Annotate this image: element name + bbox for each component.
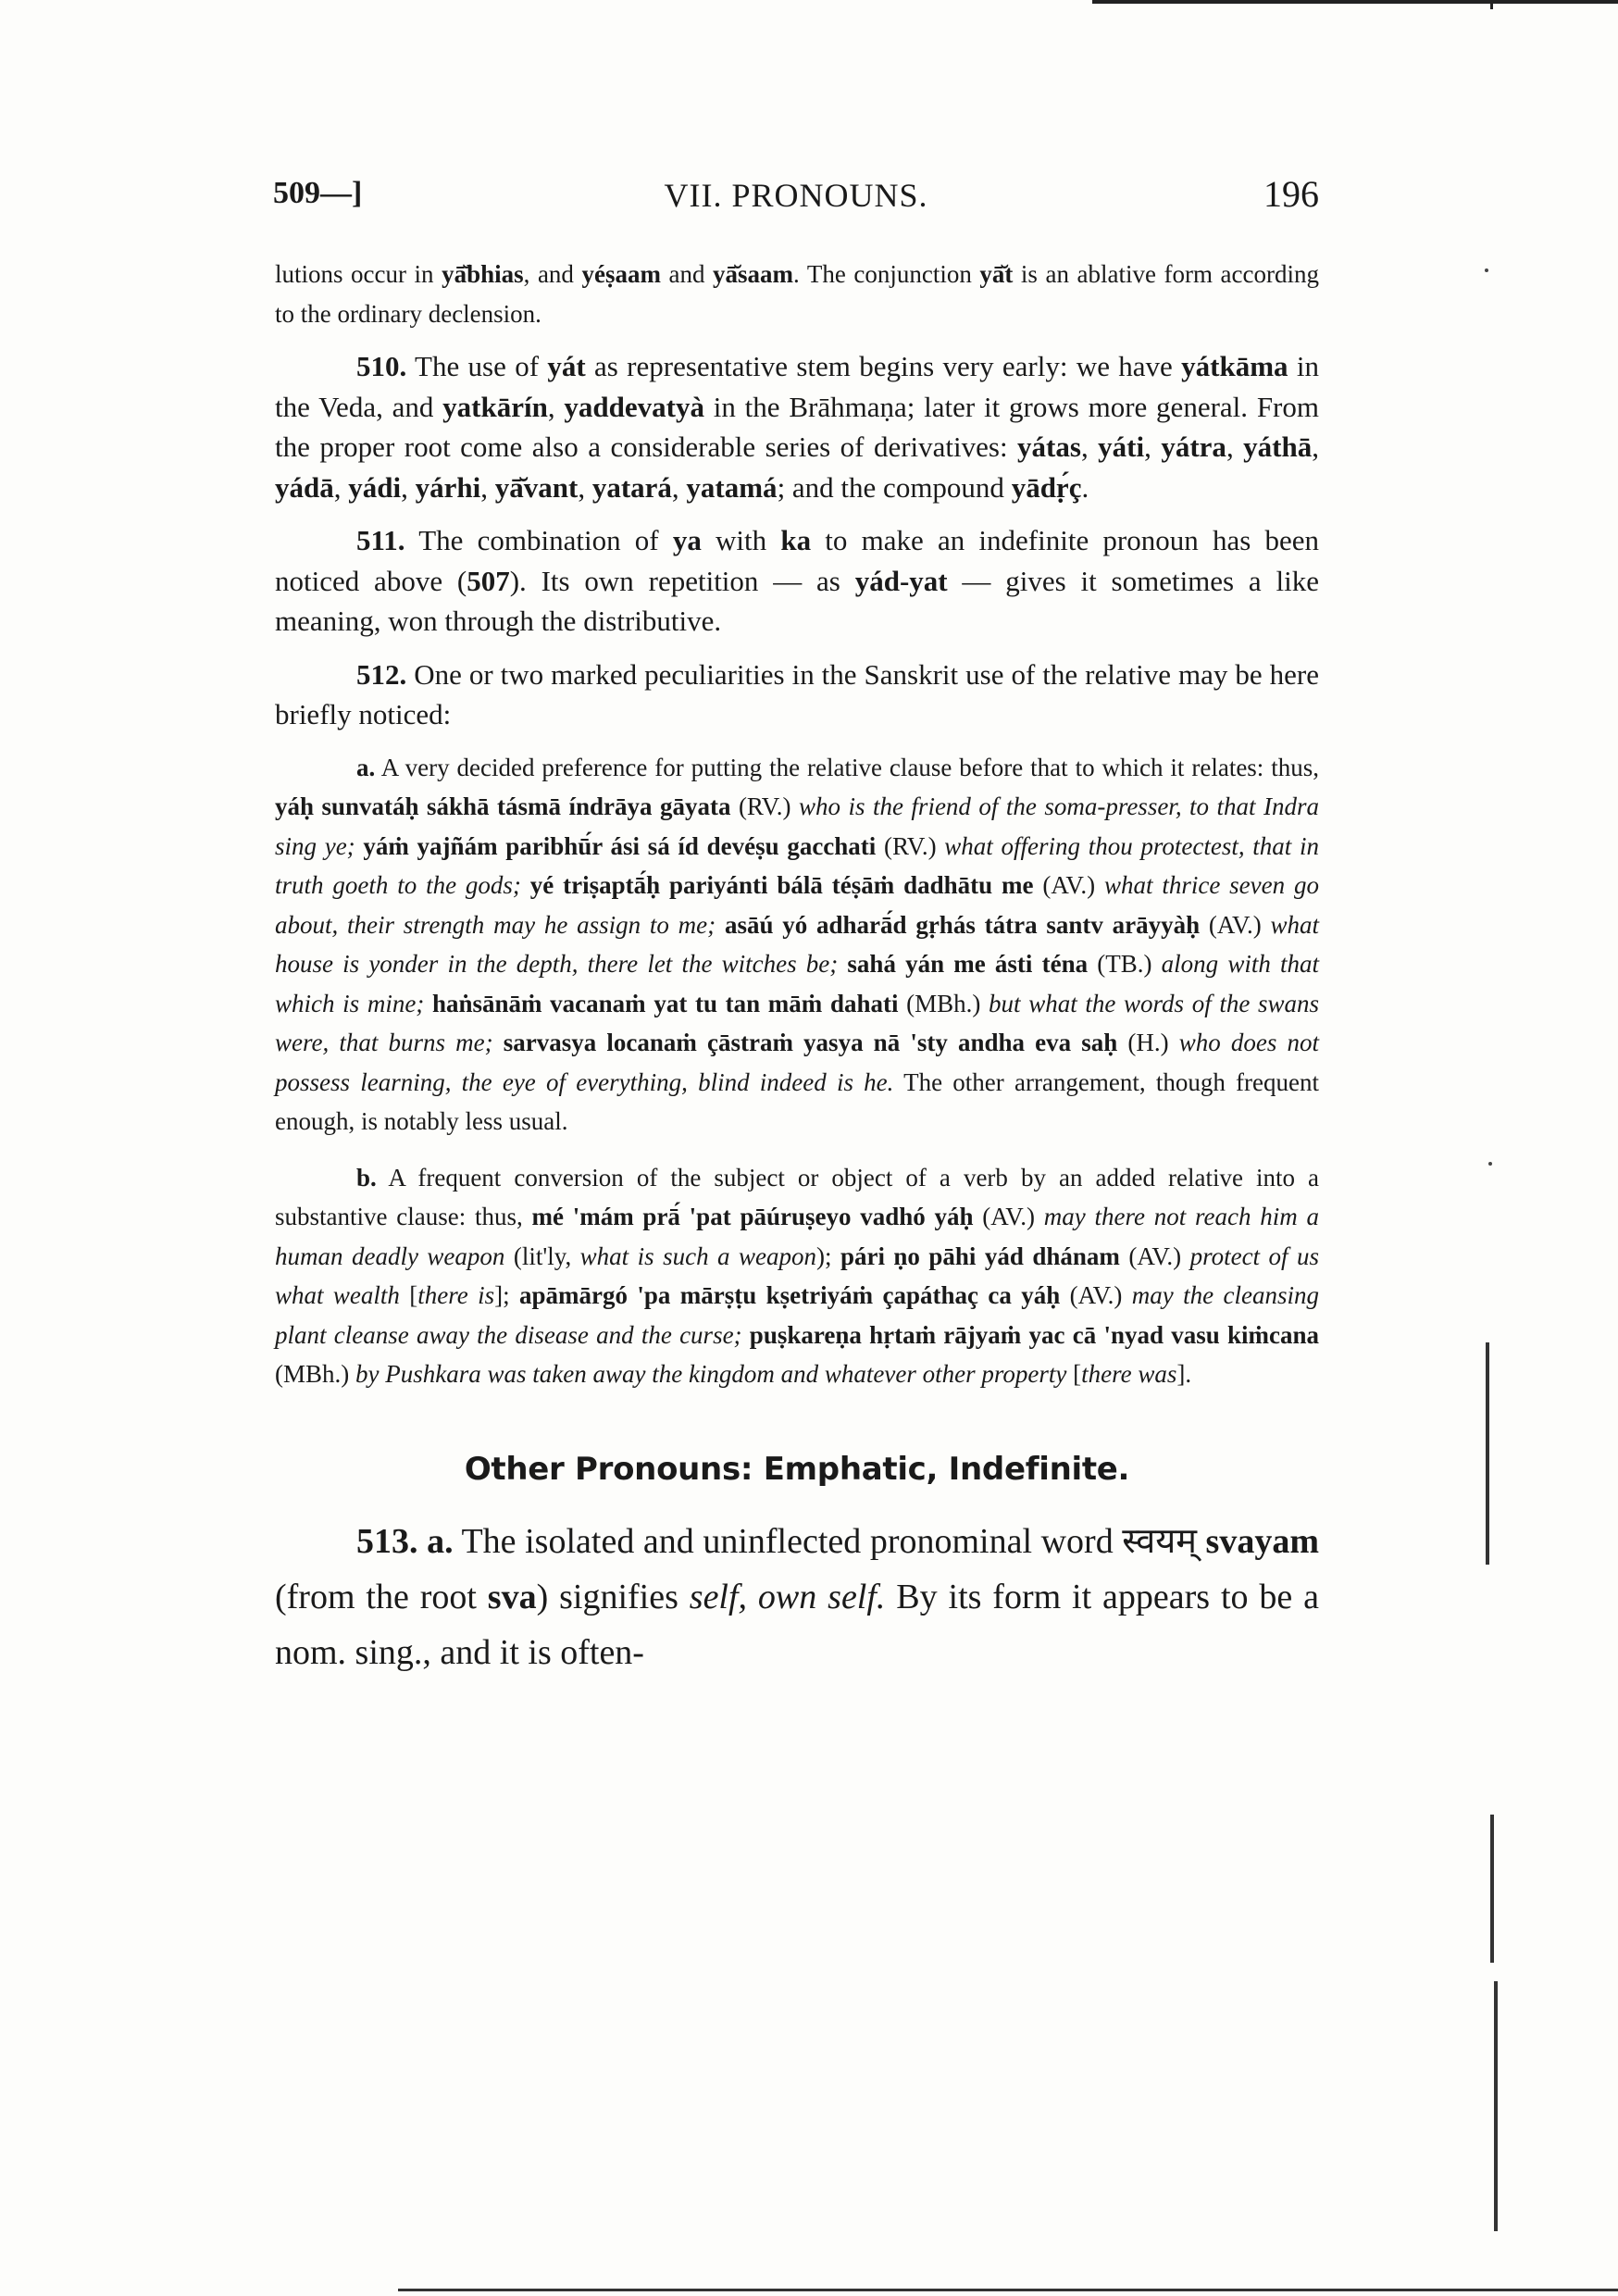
scan-speck	[1488, 1162, 1492, 1166]
scan-edge-mark	[1494, 1981, 1498, 2231]
sub-label: b.	[356, 1163, 377, 1192]
paragraph-512: 512. One or two marked peculiarities in the Sanskrit use of the relative may be here briefly noticed:	[275, 657, 1319, 730]
paragraph-513: 513. a. The isolated and uninflected pronominal word स्वयम् svayam (from the root sva) signifies self, own self. By its form it appears to be a nom. sing., and it is often-	[275, 1522, 1320, 1672]
paragraph-512a: a. A very decided preference for putting the relative clause before that to which it relates: thus, yáḥ sunvatáḥ sákhā tásmā índrāya gāyata (RV.) who is the friend of the soma-presser, to that Indra sing ye; yáṁ yajñám paribhū́r ási sá íd devéṣu gacchati (RV.) what offering thou protectest, that in truth goeth to the gods; yé triṣaptā́ḥ pariyánti bálā téṣāṁ dadhātu me (AV.) what thrice seven go about, their strength may he assign to me; asāú yó adharā́d gṛhás tátra santv arāyyàḥ (AV.) what house is yonder in the depth, there let the witches be; sahá yán me ásti téna (TB.) along with that which is mine; haṅsānāṁ vacanaṁ yat tu tan māṁ dahati (MBh.) but what the words of the swans were, that burns me; sarvasya locanaṁ çāstraṁ yasya nā 'sty andha eva saḥ (H.) who does not possess learning, the eye of everything, blind indeed is he. The other arrangement, though frequent enough, is notably less usual.	[275, 753, 1320, 1135]
section-heading: Other Pronouns: Emphatic, Indefinite.	[464, 1450, 1130, 1488]
scan-speck	[1485, 268, 1488, 272]
scan-edge-mark	[1490, 1815, 1494, 1963]
paragraph-continuation: lutions occur in yā̆bhias, and yéṣaam and yā̆saam. The conjunction yā̆t is an ablative form according to the ordinary declension.	[275, 260, 1319, 328]
chapter-title: VII. PRONOUNS.	[664, 177, 928, 214]
section-number: 513.	[356, 1522, 418, 1561]
sub-label: a.	[417, 1522, 454, 1561]
scan-edge-mark	[1486, 1342, 1489, 1565]
top-edge-line	[1092, 0, 1618, 4]
running-header	[273, 172, 1319, 218]
sub-label: a.	[356, 753, 376, 781]
devanagari-word: स्वयम्	[1122, 1522, 1197, 1561]
section-number: 510.	[356, 350, 407, 382]
page-number: 196	[1263, 173, 1319, 215]
page-body	[275, 255, 1319, 1680]
paragraph-510: 510. The use of yát as representative stem begins very early: we have yátkāma in the Veda, and yatkārín, yaddevatyà in the Brāhmaṇa; later it grows more general. From the proper root come also a considerable series of derivatives: yátas, yáti, yátra, yáthā, yádā, yádi, yárhi, yā̆vant, yatará, yatamá; and the compound yādṛ́ç.	[275, 350, 1319, 504]
paragraph-511: 511. The combination of ya with ka to make an indefinite pronoun has been noticed above (507). Its own repetition — as yád-yat — gives it sometimes a like meaning, won through the distributive.	[275, 524, 1319, 637]
bottom-edge-line	[398, 2289, 1618, 2291]
section-reference: 509—]	[273, 176, 363, 210]
paragraph-512b: b. A frequent conversion of the subject or object of a verb by an added relative into a substantive clause: thus, mé 'mám prā́ 'pat pāúruṣeyo vadhó yáḥ (AV.) may there not reach him a human deadly weapon (lit'ly, what is such a weapon); pári ṇo pāhi yád dhánam (AV.) protect of us what wealth [there is]; apāmārgó 'pa mārṣṭu kṣetriyáṁ çapáthaç ca yáḥ (AV.) may the cleansing plant cleanse away the disease and the curse; puṣkareṇa hṛtaṁ rājyaṁ yac cā 'nyad vasu kiṁcana (MBh.) by Pushkara was taken away the kingdom and whatever other property [there was].	[275, 1163, 1319, 1388]
section-number: 511.	[356, 524, 405, 556]
top-edge-tick	[1490, 0, 1493, 9]
section-number: 512.	[356, 657, 407, 691]
